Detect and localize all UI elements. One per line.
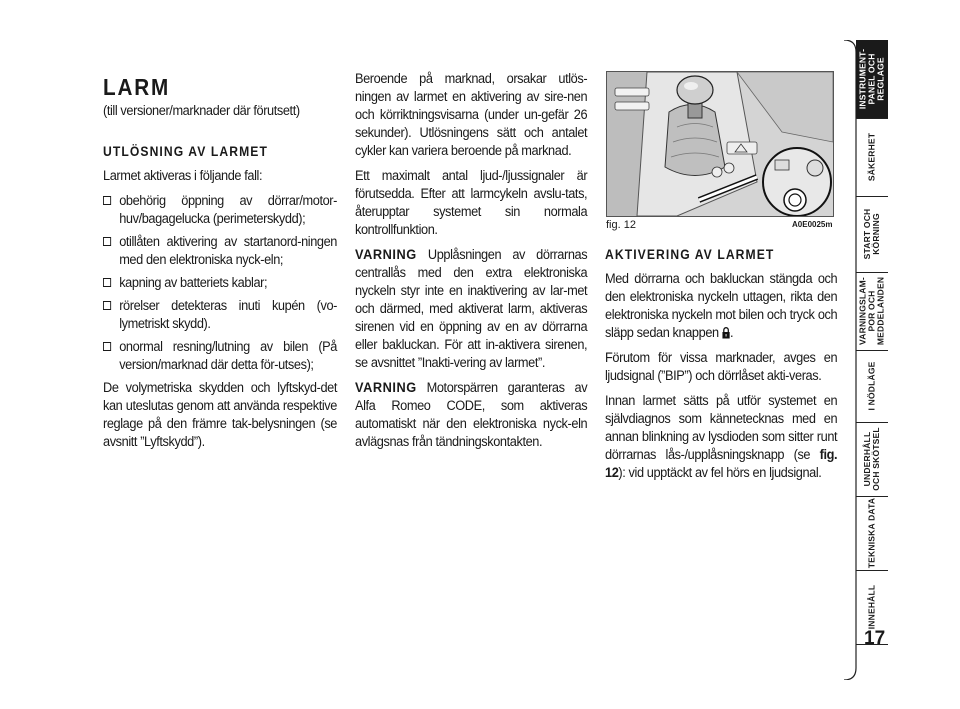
figure-caption: fig. 12 bbox=[606, 219, 636, 231]
page-number: 17 bbox=[864, 628, 886, 649]
trigger-paragraph-2: Ett maximalt antal ljud-/ljussignaler är förutsedda. Efter att larmcykeln avslu-tats, återupptar systemet sin normala kontrollfunktion. bbox=[355, 168, 588, 238]
list-item-text: rörelser detekteras inuti kupén (vo-lymetriskt skydd). bbox=[119, 298, 337, 332]
list-item-text: obehörig öppning av dörrar/motor-huv/bagagelucka (perimeterskydd); bbox=[119, 193, 337, 227]
warning-paragraph-2 bbox=[355, 379, 587, 451]
column-middle bbox=[355, 70, 587, 458]
chapter-tabs bbox=[842, 40, 890, 680]
checkbox-bullet-icon bbox=[103, 278, 111, 287]
checkbox-bullet-icon bbox=[103, 342, 111, 351]
list-item-text: onormal resning/lutning av bilen (På version/marknad där detta för-utses); bbox=[119, 339, 337, 373]
chapter-tab-label: START OCH KÖRNING bbox=[862, 208, 881, 260]
list-item bbox=[103, 274, 337, 292]
checkbox-bullet-icon bbox=[103, 196, 111, 205]
checkbox-bullet-icon bbox=[103, 237, 111, 246]
figure-code: A0E0025m bbox=[792, 220, 833, 229]
warning-text: Motorspärren garanteras av Alfa Romeo CODE, som aktiveras automatiskt när den elektroniska nyck-eln avlägsnas från tändningskontakten. bbox=[355, 380, 588, 450]
activate-paragraph-1 bbox=[605, 270, 837, 342]
chapter-tab[interactable] bbox=[856, 496, 888, 571]
list-item-text: kapning av batteriets kablar; bbox=[119, 275, 268, 291]
column-right bbox=[605, 232, 837, 489]
warning-text: Upplåsningen av dörrarnas centrallås med den extra elektroniska nyckeln styr inte en inaktivering av lar-met och därmed, med aktiverat larm, aktiveras sirenen vid en öppning av en av dörrarna eller bakluckan. För att in-aktivera sirenen, se avsnittet ”Inakti-vering av larmet”. bbox=[355, 247, 588, 371]
warning-label: VARNING bbox=[355, 247, 417, 263]
activate-text-end: . bbox=[729, 325, 734, 341]
activate-paragraph-3 bbox=[605, 392, 837, 482]
volumetric-paragraph: De volymetriska skydden och lyftskyd-det kan uteslutas genom att använda respektive reglage på den främre tak-belysningen (se avsnitt ”Lyftskydd”). bbox=[103, 380, 337, 450]
activate-text: Innan larmet sätts på utför systemet en självdiagnos som kännetecknas med en annan blinkning av lysdioden som sitter runt dörrarnas lås-/upplåsningsknapp (se bbox=[605, 393, 838, 463]
trigger-list bbox=[103, 192, 337, 374]
warning-paragraph-1 bbox=[355, 246, 587, 372]
page-title: LARM bbox=[103, 74, 170, 100]
warning-label: VARNING bbox=[355, 380, 417, 396]
section-heading-activate: AKTIVERING AV LARMET bbox=[605, 247, 775, 262]
list-item bbox=[103, 192, 337, 228]
list-item bbox=[103, 297, 337, 333]
lock-icon bbox=[722, 327, 730, 339]
activate-text: Med dörrarna och bakluckan stängda och den elektroniska nyckeln uttagen, rikta den elektroniska nyckeln mot bilen och tryck och släpp sedan knappen bbox=[605, 271, 838, 341]
list-item bbox=[103, 233, 337, 269]
chapter-tab[interactable] bbox=[856, 422, 888, 497]
chapter-tab-label: VARNINGSLAM- POR OCH MEDDELANDEN bbox=[857, 276, 886, 346]
checkbox-bullet-icon bbox=[103, 301, 111, 310]
activate-text-end: ): vid upptäckt av fel hörs en ljudsignal. bbox=[618, 465, 822, 481]
chapter-tab[interactable] bbox=[856, 196, 888, 273]
figure-reference[interactable]: fig. 12 bbox=[605, 447, 838, 481]
activate-paragraph-2: Förutom för vissa marknader, avges en ljudsignal (”BIP”) och dörrlåset akti-veras. bbox=[605, 350, 838, 384]
chapter-tab[interactable] bbox=[856, 118, 888, 197]
chapter-tab-label: INSTRUMENT- PANEL OCH REGLAGE bbox=[857, 48, 886, 110]
chapter-tab-label: INNEHÅLL bbox=[866, 584, 877, 630]
chapter-tab-label: TEKNISKA DATA bbox=[866, 497, 877, 569]
column-left bbox=[103, 70, 337, 458]
chapter-tab[interactable] bbox=[856, 272, 888, 351]
figure-gear-console bbox=[606, 71, 834, 217]
chapter-tab[interactable] bbox=[856, 40, 888, 119]
chapter-tab[interactable] bbox=[856, 350, 888, 423]
title-subtitle: (till versioner/marknader där förutsett) bbox=[103, 103, 300, 119]
list-item-text: otillåten aktivering av startanord-ningen med den elektroniska nyck-eln; bbox=[119, 234, 337, 268]
section-heading-trigger: UTLÖSNING AV LARMET bbox=[103, 144, 268, 159]
trigger-paragraph-1: Beroende på marknad, orsakar utlös-ningen av larmet en aktivering av sire-nen och körriktningsvisarna (under un-gefär 26 sekunder). Utlösningens sätt och antalet cykler kan variera beroende på marknad. bbox=[355, 71, 588, 159]
chapter-tab-label: SÄKERHET bbox=[866, 132, 877, 182]
chapter-tab-label: I NÖDLÄGE bbox=[866, 361, 877, 411]
gear-console-illustration bbox=[607, 72, 833, 216]
chapter-tab-label: UNDERHÅLL OCH SKÖTSEL bbox=[862, 427, 881, 491]
trigger-intro: Larmet aktiveras i följande fall: bbox=[103, 168, 263, 184]
list-item bbox=[103, 338, 337, 374]
